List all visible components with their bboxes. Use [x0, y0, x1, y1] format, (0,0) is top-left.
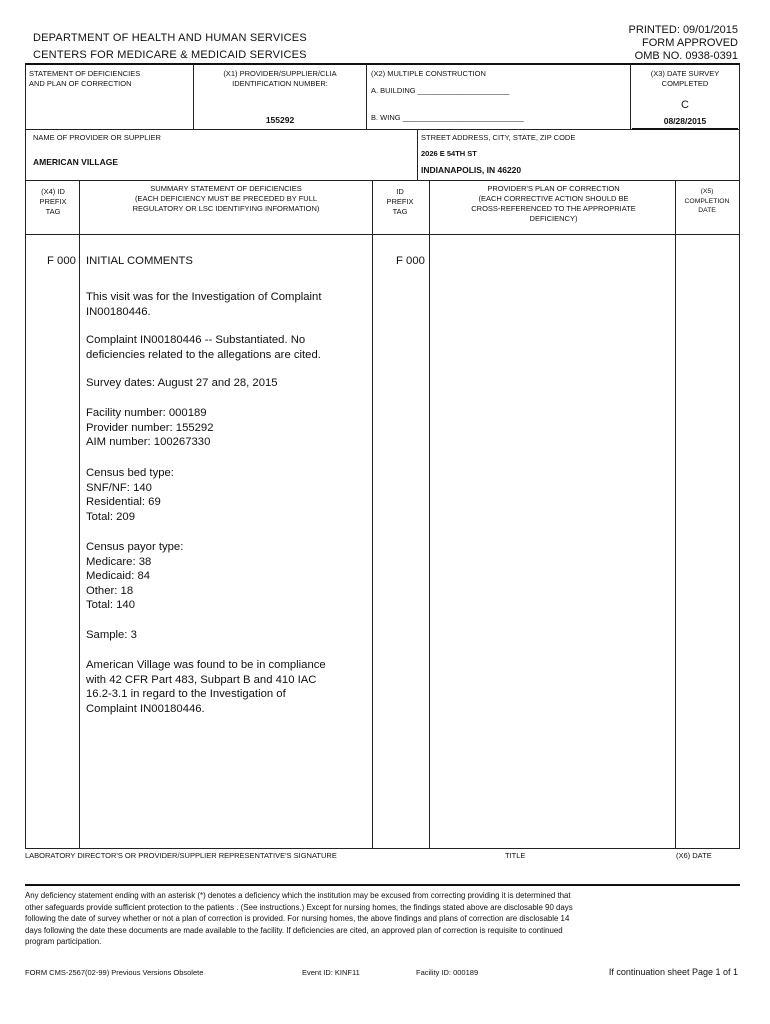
- form-number: FORM CMS-2567(02-99) Previous Versions Obsolete: [25, 968, 204, 977]
- tag-right: F 000: [396, 255, 425, 267]
- building-label: A. BUILDING ______________________: [371, 86, 510, 95]
- comment-paragraph: This visit was for the Investigation of Complaint IN00180446.: [86, 291, 322, 318]
- x5-header: (X5) COMPLETION DATE: [684, 188, 730, 214]
- id-header: ID PREFIX TAG: [386, 187, 414, 216]
- plan-header: PROVIDER'S PLAN OF CORRECTION (EACH CORRECTIVE ACTION SHOULD BE CROSS-REFERENCED TO THE APPROPRIATE DEFICIENCY): [471, 184, 636, 223]
- survey-type-letter: C: [681, 99, 689, 111]
- provider-name-label: NAME OF PROVIDER OR SUPPLIER: [33, 133, 161, 142]
- x4-header: (X4) ID PREFIX TAG: [39, 187, 67, 216]
- agency-title: CENTERS FOR MEDICARE & MEDICAID SERVICES: [33, 49, 307, 61]
- x1-label: (X1) PROVIDER/SUPPLIER/CLIA IDENTIFICATION NUMBER:: [223, 69, 337, 88]
- comment-paragraph: Census payor type: Medicare: 38 Medicaid: 84 Other: 18 Total: 140: [86, 541, 184, 612]
- summary-header: SUMMARY STATEMENT OF DEFICIENCIES (EACH DEFICIENCY MUST BE PRECEDED BY FULL REGULATORY OR LSC IDENTIFYING INFORMATION): [132, 184, 320, 213]
- facility-id: Facility ID: 000189: [416, 968, 479, 977]
- provider-number: 155292: [265, 115, 295, 125]
- department-title: DEPARTMENT OF HEALTH AND HUMAN SERVICES: [33, 32, 307, 44]
- comment-paragraph: Facility number: 000189 Provider number: 155292 AIM number: 100267330: [86, 407, 214, 449]
- tag-left: F 000: [47, 255, 76, 267]
- title-label: TITLE: [505, 851, 526, 860]
- comment-paragraph: Survey dates: August 27 and 28, 2015: [86, 377, 278, 389]
- signature-label: LABORATORY DIRECTOR'S OR PROVIDER/SUPPLIER REPRESENTATIVE'S SIGNATURE: [25, 851, 337, 860]
- form-approved: FORM APPROVED: [642, 37, 738, 49]
- comment-paragraph: Census bed type: SNF/NF: 140 Residential: 69 Total: 209: [86, 467, 174, 523]
- printed-date: PRINTED: 09/01/2015: [628, 24, 738, 36]
- page-indicator: If continuation sheet Page 1 of 1: [608, 967, 738, 977]
- date-label: (X6) DATE: [676, 851, 712, 860]
- survey-completed-date: 08/28/2015: [663, 116, 707, 126]
- omb-number: OMB NO. 0938-0391: [634, 50, 738, 62]
- x2-label: (X2) MULTIPLE CONSTRUCTION: [371, 69, 486, 78]
- comment-paragraph: Complaint IN00180446 -- Substantiated. No deficiencies related to the allegations are cited.: [86, 334, 321, 361]
- wing-label: B. WING _____________________________: [371, 113, 524, 122]
- street-address: 2026 E 54TH ST: [421, 149, 477, 158]
- event-id: Event ID: KINF11: [302, 968, 360, 977]
- provider-name: AMERICAN VILLAGE: [33, 157, 118, 167]
- disclaimer-text: Any deficiency statement ending with an asterisk (*) denotes a deficiency which the institution may be excused from correcting providing it is determined that other safeguards provide sufficient protection to the patients . (See instructions.) Except for nursing homes, the findings stated above are disclosable 90 days following the date of survey whether or not a plan of correction is provided. For nursing homes, the above findings and plans of correction are disclosable 14 days following the date these documents are made available to the facility. If deficiencies are cited, an approved plan of correction is requisite to continued program participation.: [25, 891, 573, 947]
- statement-label: STATEMENT OF DEFICIENCIES AND PLAN OF CORRECTION: [29, 69, 141, 88]
- comment-paragraph: Sample: 3: [86, 629, 137, 641]
- city-state-zip: INDIANAPOLIS, IN 46220: [421, 165, 522, 175]
- section-heading: INITIAL COMMENTS: [86, 255, 193, 267]
- x3-label: (X3) DATE SURVEY COMPLETED: [650, 69, 720, 88]
- comment-paragraph: American Village was found to be in compliance with 42 CFR Part 483, Subpart B and 410 IAC 16.2-3.1 in regard to the Investigation of Complaint IN00180446.: [86, 659, 326, 715]
- address-label: STREET ADDRESS, CITY, STATE, ZIP CODE: [421, 133, 576, 142]
